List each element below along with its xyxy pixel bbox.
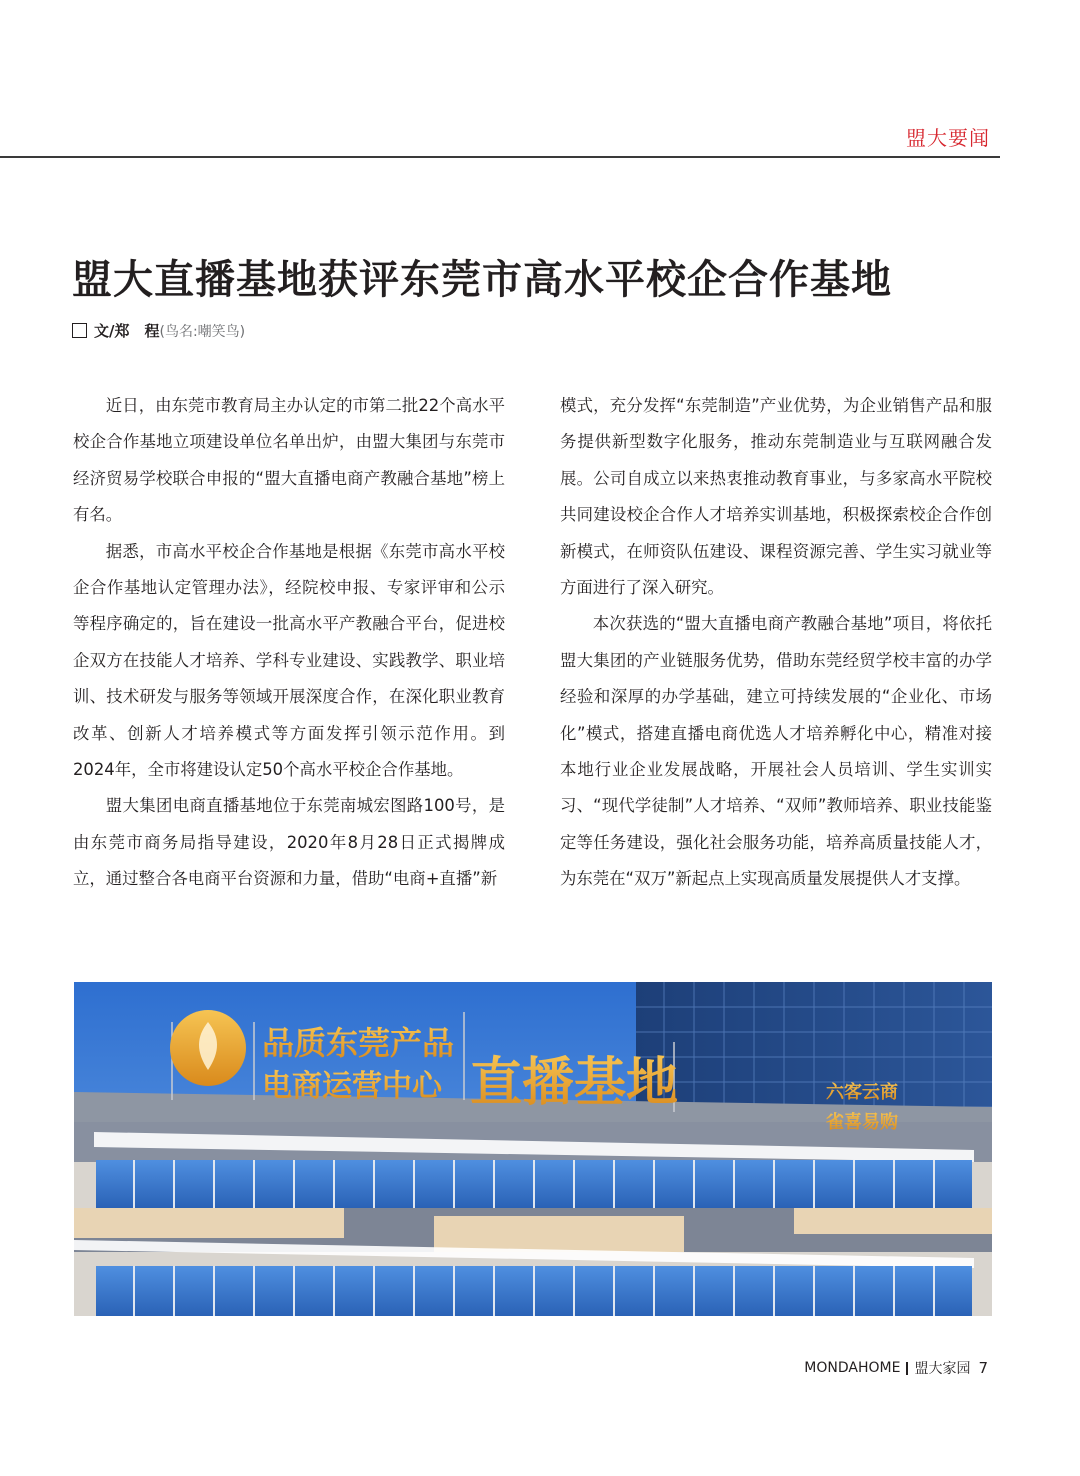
page-footer bbox=[804, 1358, 988, 1378]
article-column-left bbox=[73, 388, 505, 898]
sign-line-2: 电商运营中心 bbox=[262, 1070, 442, 1103]
paragraph-1: 近日，由东莞市教育局主办认定的市第二批22个高水平校企合作基地立项建设单位名单出炉，由盟大集团与东莞市经济贸易学校联合申报的“盟大直播电商产教融合基地”榜上有名。 bbox=[73, 396, 505, 525]
byline-alias: (鸟名:嘲笑鸟) bbox=[159, 323, 246, 340]
paragraph-4: 本次获选的“盟大直播电商产教融合基地”项目，将依托盟大集团的产业链服务优势，借助东莞经贸学校丰富的办学经验和深厚的办学基础，建立可持续发展的“企业化、市场化”模式，搭建直播电商优选人才培养孵化中心，精准对接本地行业企业发展战略，开展社会人员培训、学生实训实习、“现代学徒制”人才培养、“双师”教师培养、职业技能鉴定等任务建设，强化社会服务功能，培养高质量技能人才，为东莞在“双万”新起点上实现高质量发展提供人才支撑。 bbox=[560, 614, 992, 889]
sign-brand-2: 雀喜易购 bbox=[826, 1112, 898, 1132]
footer-publication: 盟大家园 bbox=[914, 1361, 971, 1377]
paragraph-2: 据悉，市高水平校企合作基地是根据《东莞市高水平校企合作基地认定管理办法》，经院校申报、专家评审和公示等程序确定的，旨在建设一批高水平产教融合平台，促进校企双方在技能人才培养、学科专业建设、实践教学、职业培训、技术研发与服务等领域开展深度合作，在深化职业教育改革、创新人才培养模式等方面发挥引领示范作用。到2024年，全市将建设认定50个高水平校企合作基地。 bbox=[73, 541, 505, 780]
building-photo bbox=[74, 982, 992, 1316]
byline bbox=[72, 320, 245, 341]
sign-brand-1: 六客云商 bbox=[826, 1082, 898, 1102]
section-label: 盟大要闻 bbox=[906, 126, 990, 150]
header-rule bbox=[0, 156, 1000, 158]
article-title: 盟大直播基地获评东莞市高水平校企合作基地 bbox=[72, 257, 892, 303]
square-icon bbox=[72, 323, 87, 338]
sign-main: 直播基地 bbox=[470, 1054, 679, 1112]
byline-author: 文/郑 程 bbox=[94, 322, 160, 340]
footer-brand: MONDAHOME bbox=[804, 1360, 901, 1376]
footer-separator bbox=[906, 1362, 908, 1375]
article-column-right bbox=[560, 388, 992, 898]
sign-line-1: 品质东莞产品 bbox=[262, 1025, 455, 1061]
paragraph-3-continued: 模式，充分发挥“东莞制造”产业优势，为企业销售产品和服务提供新型数字化服务，推动东莞制造业与互联网融合发展。公司自成立以来热衷推动教育事业，与多家高水平院校共同建设校企合作人才培养实训基地，积极探索校企合作创新模式，在师资队伍建设、课程资源完善、学生实习就业等方面进行了深入研究。 bbox=[560, 396, 992, 598]
page-number: 7 bbox=[978, 1359, 988, 1377]
paragraph-3: 盟大集团电商直播基地位于东莞南城宏图路100号，是由东莞市商务局指导建设，2020年8月28日正式揭牌成立，通过整合各电商平台资源和力量，借助“电商+直播”新 bbox=[73, 796, 505, 889]
